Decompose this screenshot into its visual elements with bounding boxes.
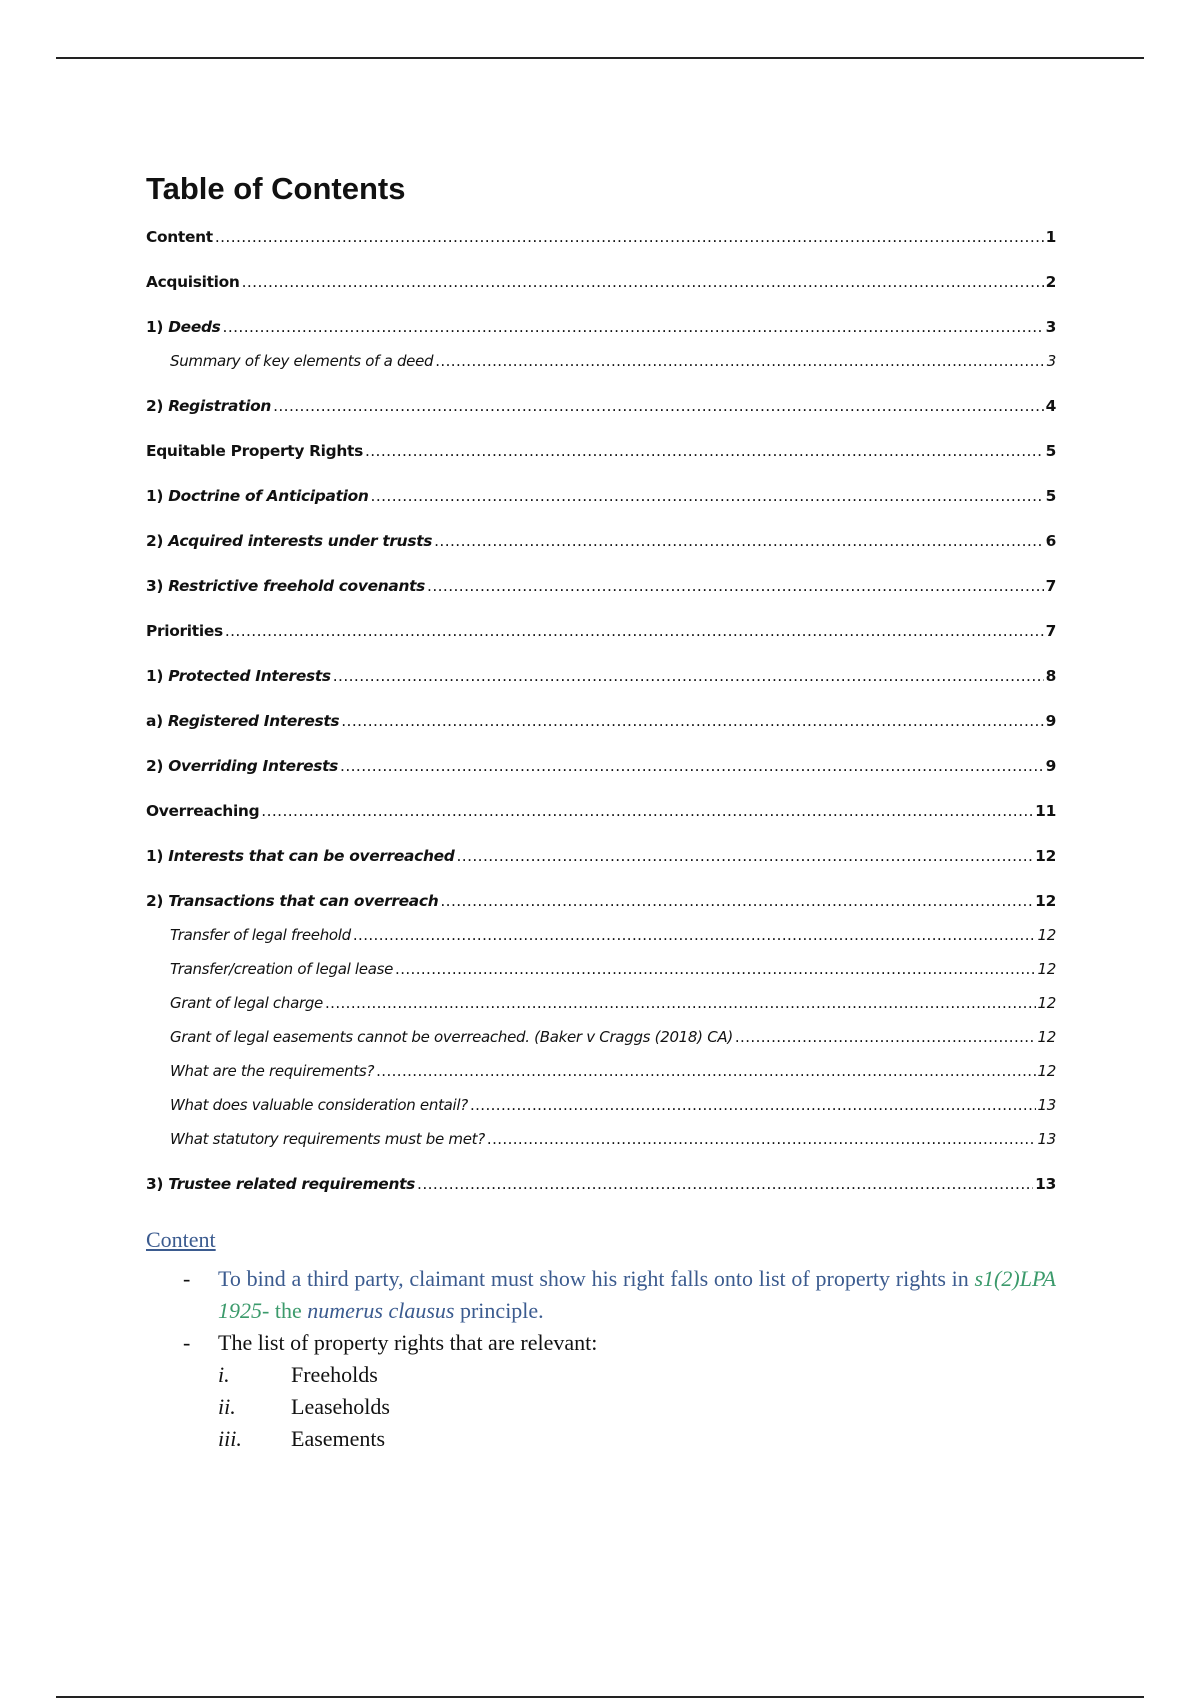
toc-entry[interactable] <box>146 1173 1056 1195</box>
toc-entry-label: Acquired interests under trusts <box>168 532 433 550</box>
toc-page-number: 1 <box>1045 228 1056 246</box>
toc-page-number: 12 <box>1035 847 1056 865</box>
toc-entry[interactable] <box>146 350 1056 372</box>
toc-entry-label: Trustee related requirements <box>168 1175 416 1193</box>
toc-entry-label: Acquisition <box>146 273 240 291</box>
toc-entry-label: Content <box>146 228 213 246</box>
toc-entry[interactable] <box>146 710 1056 732</box>
toc-page-number: 5 <box>1045 442 1056 460</box>
toc-entry-number: a) <box>146 712 168 730</box>
toc-page-number: 11 <box>1035 802 1056 820</box>
toc-dot-leader <box>376 1060 1035 1082</box>
toc-dot-leader <box>273 395 1044 417</box>
toc-page-number: 12 <box>1035 892 1056 910</box>
toc-entry-label: Grant of legal charge <box>170 994 323 1012</box>
list-item-label: Freeholds <box>291 1362 378 1387</box>
toc-entry-label: Equitable Property Rights <box>146 442 363 460</box>
toc-entry-label: Deeds <box>168 318 221 336</box>
toc-dot-leader <box>435 350 1044 372</box>
toc-entry[interactable] <box>146 992 1056 1014</box>
toc-entry-label: Summary of key elements of a deed <box>170 352 434 370</box>
toc-dot-leader <box>440 890 1033 912</box>
content-bullet-list <box>146 1263 1056 1359</box>
toc-entry-number: 2) <box>146 532 169 550</box>
toc-page-number: 9 <box>1045 712 1056 730</box>
toc-dot-leader <box>371 485 1044 507</box>
toc-page-number: 7 <box>1045 622 1056 640</box>
toc-entry[interactable] <box>146 755 1056 777</box>
toc-entry[interactable] <box>146 1026 1056 1048</box>
toc-entry-label: Interests that can be overreached <box>168 847 455 865</box>
toc-dot-leader <box>470 1094 1036 1116</box>
toc-entry[interactable] <box>146 665 1056 687</box>
toc-entry-label: What does valuable consideration entail? <box>170 1096 468 1114</box>
toc-page-number: 5 <box>1045 487 1056 505</box>
toc-entry-label: Overreaching <box>146 802 260 820</box>
toc-page-number: 12 <box>1037 994 1056 1012</box>
toc-entry[interactable] <box>146 485 1056 507</box>
list-item <box>218 1423 1056 1455</box>
toc-entry-label: Restrictive freehold covenants <box>168 577 426 595</box>
bullet-item <box>146 1263 1056 1327</box>
toc-entry-label: Overriding Interests <box>168 757 339 775</box>
roman-marker: ii. <box>218 1394 236 1419</box>
list-item-label: Leaseholds <box>291 1394 390 1419</box>
list-item <box>218 1391 1056 1423</box>
toc-page-number: 13 <box>1035 1175 1056 1193</box>
toc-page-number: 12 <box>1037 1062 1056 1080</box>
statute-citation: s1(2)LPA 1925 <box>218 1266 1056 1323</box>
bullet-item <box>146 1327 1056 1359</box>
toc-dot-leader <box>456 845 1033 867</box>
section-heading-content[interactable]: Content <box>146 1227 216 1252</box>
toc-entry-label: Transactions that can overreach <box>168 892 439 910</box>
roman-marker: i. <box>218 1362 230 1387</box>
toc-entry[interactable] <box>146 958 1056 980</box>
toc-page-number: 2 <box>1045 273 1056 291</box>
toc-entry-number: 2) <box>146 757 169 775</box>
roman-marker: iii. <box>218 1426 242 1451</box>
toc-entry[interactable] <box>146 226 1056 248</box>
toc-entry-label: Transfer/creation of legal lease <box>170 960 394 978</box>
toc-entry-label: Grant of legal easements cannot be overreached. (Baker v Craggs (2018) CA) <box>170 1028 733 1046</box>
list-item-label: Easements <box>291 1426 386 1451</box>
toc-dot-leader <box>340 755 1044 777</box>
toc-entry[interactable] <box>146 800 1056 822</box>
toc-entry[interactable] <box>146 1128 1056 1150</box>
bullet-dash: - <box>183 1266 191 1291</box>
toc-entry[interactable] <box>146 845 1056 867</box>
toc-dot-leader <box>225 620 1044 642</box>
list-item <box>218 1359 1056 1391</box>
bullet-text-end: principle. <box>454 1298 544 1323</box>
toc-dot-leader <box>341 710 1043 732</box>
toc-entry-label: Registration <box>168 397 272 415</box>
toc-page-number: 7 <box>1045 577 1056 595</box>
toc-page-number: 3 <box>1045 318 1056 336</box>
toc-dot-leader <box>417 1173 1033 1195</box>
toc-entry[interactable] <box>146 1094 1056 1116</box>
table-of-contents <box>146 226 1056 1195</box>
footer-rule <box>56 1696 1144 1698</box>
toc-page-number: 3 <box>1046 352 1056 370</box>
toc-entry-number: 3) <box>146 1175 169 1193</box>
toc-page-number: 12 <box>1037 960 1056 978</box>
latin-term: numerus clausus <box>307 1298 455 1323</box>
toc-page-number: 9 <box>1045 757 1056 775</box>
toc-entry-label: Doctrine of Anticipation <box>168 487 369 505</box>
toc-entry[interactable] <box>146 890 1056 912</box>
toc-dot-leader <box>434 530 1043 552</box>
bullet-text: To bind a third party, claimant must show his right falls onto list of property rights in <box>218 1266 969 1291</box>
toc-entry[interactable] <box>146 1060 1056 1082</box>
toc-entry[interactable] <box>146 575 1056 597</box>
toc-entry-label: Transfer of legal freehold <box>170 926 351 944</box>
toc-entry-label: Registered Interests <box>167 712 340 730</box>
toc-entry-label: Priorities <box>146 622 223 640</box>
toc-dot-leader <box>223 316 1044 338</box>
toc-entry[interactable] <box>146 924 1056 946</box>
toc-dot-leader <box>735 1026 1036 1048</box>
toc-dot-leader <box>487 1128 1036 1150</box>
toc-entry[interactable] <box>146 620 1056 642</box>
toc-page-number: 4 <box>1045 397 1056 415</box>
toc-dot-leader <box>353 924 1036 946</box>
toc-entry[interactable] <box>146 395 1056 417</box>
property-rights-list <box>146 1359 1056 1455</box>
document-page <box>146 165 1056 1455</box>
bullet-text: The list of property rights that are relevant: <box>218 1330 598 1355</box>
toc-entry-number: 1) <box>146 847 169 865</box>
toc-page-number: 6 <box>1045 532 1056 550</box>
citation-separator: - the <box>262 1298 308 1323</box>
toc-title: Table of Contents <box>146 171 406 206</box>
toc-dot-leader <box>261 800 1033 822</box>
toc-dot-leader <box>333 665 1044 687</box>
toc-entry-number: 2) <box>146 892 169 910</box>
toc-entry-number: 3) <box>146 577 169 595</box>
toc-page-number: 13 <box>1037 1130 1056 1148</box>
toc-entry-label: Protected Interests <box>168 667 331 685</box>
toc-entry-label: What statutory requirements must be met? <box>170 1130 485 1148</box>
bullet-dash: - <box>183 1330 191 1355</box>
toc-entry[interactable] <box>146 271 1056 293</box>
toc-dot-leader <box>395 958 1035 980</box>
toc-page-number: 8 <box>1045 667 1056 685</box>
toc-page-number: 12 <box>1037 1028 1056 1046</box>
toc-entry-number: 1) <box>146 487 169 505</box>
toc-dot-leader <box>325 992 1036 1014</box>
toc-dot-leader <box>242 271 1044 293</box>
header-rule <box>56 57 1144 59</box>
toc-dot-leader <box>365 440 1044 462</box>
toc-page-number: 12 <box>1037 926 1056 944</box>
toc-dot-leader <box>215 226 1044 248</box>
toc-dot-leader <box>427 575 1044 597</box>
toc-entry-number: 2) <box>146 397 169 415</box>
toc-entry[interactable] <box>146 530 1056 552</box>
toc-entry-number: 1) <box>146 318 169 336</box>
toc-entry[interactable] <box>146 440 1056 462</box>
toc-entry[interactable] <box>146 316 1056 338</box>
toc-entry-number: 1) <box>146 667 169 685</box>
toc-entry-label: What are the requirements? <box>170 1062 375 1080</box>
toc-page-number: 13 <box>1037 1096 1056 1114</box>
